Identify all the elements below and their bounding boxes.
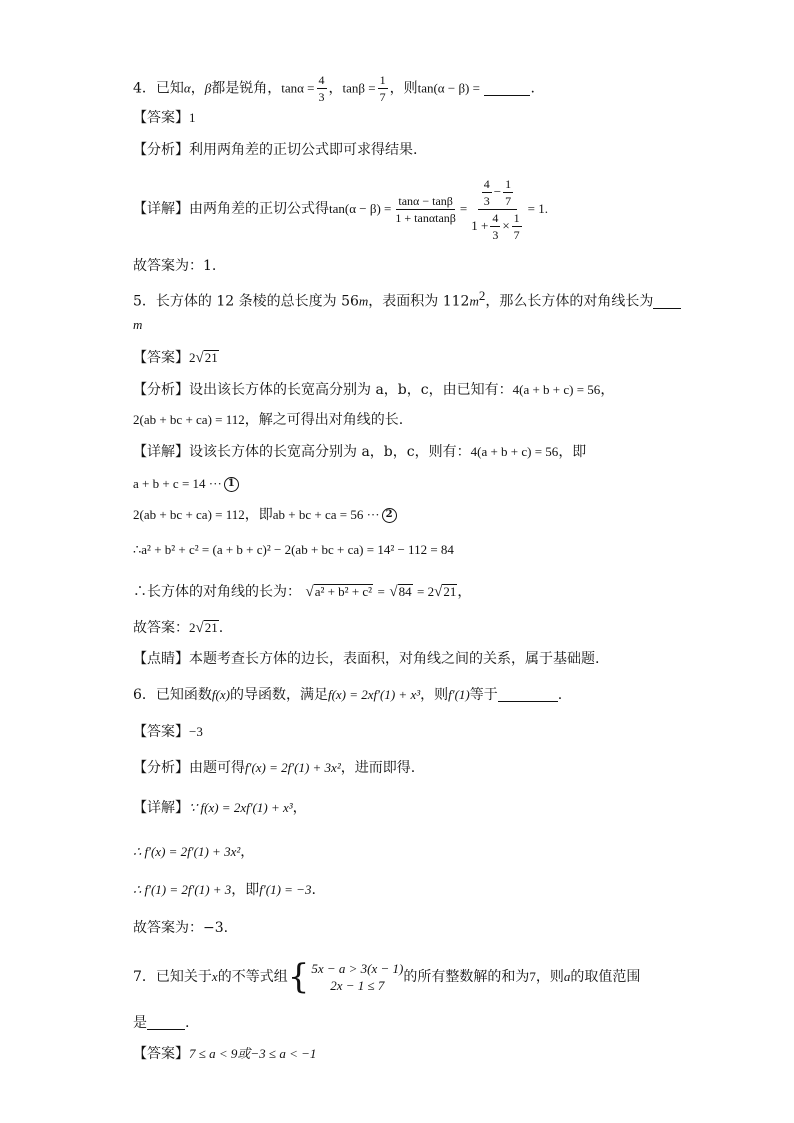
equals: = [377, 584, 385, 599]
denominator: 3 [318, 90, 325, 104]
beta-symbol: β [204, 80, 212, 96]
detail-text: 由两角差的正切公式得 [189, 201, 329, 217]
period: . [557, 687, 563, 703]
numerator: 1 [505, 176, 512, 191]
denominator: 3 [483, 193, 490, 208]
q5-detail-eq2 [133, 474, 239, 494]
comma: ， [457, 584, 472, 600]
q7-text-2: 的不等式组 [217, 969, 288, 985]
sqrt-icon: √ [434, 584, 443, 600]
detail-text-4: ∴长方体的对角线的长为： [133, 584, 301, 600]
analysis-text-2: ，进而即得. [340, 760, 416, 776]
superscript-2: 2 [478, 288, 486, 303]
computed-fraction [469, 176, 525, 243]
inequality-system [287, 957, 404, 997]
answer-label: 【答案】 [133, 110, 189, 126]
radicand-21: 21 [443, 584, 457, 599]
q7-question [133, 957, 640, 997]
q6-text-3: ，则 [420, 687, 449, 703]
q6-text-4: 等于 [469, 687, 498, 703]
denominator: 7 [513, 227, 520, 242]
formula-numerator: tanα − tanβ [398, 193, 453, 208]
answer-blank [498, 687, 558, 702]
q4-text: 4．已知 [133, 80, 184, 97]
comma: ， [328, 80, 343, 97]
frac-4-3 [490, 210, 500, 243]
equals: = [459, 201, 468, 216]
unit-m: m [358, 293, 369, 309]
q5-detail [133, 442, 586, 462]
sqrt-icon: √ [195, 350, 204, 366]
detail-l3: ∴ f′(1) = 2f′(1) + 3 [133, 882, 232, 897]
q7-text-4: ，则 [535, 969, 564, 985]
numerator: 4 [318, 73, 325, 87]
unit-m: m [133, 317, 143, 332]
answer-blank [147, 1015, 185, 1030]
numerator: 1 [379, 73, 386, 87]
q4-text-3: ，则 [389, 80, 418, 97]
analysis-eq1: 4(a + b + c) = 56 [512, 382, 601, 397]
detail-l2: ∴ f′(x) = 2f′(1) + 3x² [133, 844, 241, 859]
detail-label: 【详解】 [133, 800, 189, 816]
analysis-text-2: ，解之可得出对角线的长. [244, 412, 404, 428]
q6-question [133, 685, 562, 705]
q4-text-2: 都是锐角， [211, 80, 282, 97]
q5-final [133, 618, 223, 638]
detail-l3-text: ，即 [231, 882, 260, 898]
minus: − [493, 184, 502, 199]
q7-text-6: 是 [133, 1015, 147, 1031]
comma: ， [190, 80, 205, 97]
answer-value: −3 [189, 724, 203, 739]
analysis-label: 【分析】 [133, 382, 189, 398]
q4-detail [133, 174, 548, 244]
q6-answer [133, 722, 203, 742]
q6-analysis [133, 758, 415, 778]
detail-eq4: ab + bc + ca = 56 ··· [272, 507, 380, 522]
comma: ， [600, 382, 615, 398]
answer-label: 【答案】 [133, 350, 189, 366]
q6-text-2: 的导函数，满足 [229, 687, 328, 703]
detail-l1: ∵ f(x) = 2xf′(1) + x³ [189, 800, 293, 815]
detail-text-2: ，即 [558, 444, 587, 460]
numerator: 1 [513, 210, 520, 225]
q4-question [133, 72, 535, 105]
a-var: a [563, 969, 571, 984]
q5-detail-diagonal [133, 582, 471, 602]
q6-detail-l2 [133, 842, 254, 862]
times: × [502, 218, 510, 233]
denominator: 7 [505, 193, 512, 208]
alpha-symbol: α [183, 80, 191, 96]
one-plus: 1 + [471, 218, 489, 233]
q4-final: 故答案为：1. [133, 258, 217, 274]
equals-2: = 2 [417, 584, 435, 599]
sqrt-icon: √ [389, 584, 398, 600]
analysis-text: 设出该长方体的长宽高分别为 a，b，c，由已知有： [189, 382, 513, 398]
detail-text-3: ，即 [244, 507, 273, 523]
inequality-1: 5x − a > 3(x − 1) [311, 961, 404, 976]
f-prime-1: f′(1) [448, 687, 470, 702]
inequality-2: 2x − 1 ≤ 7 [330, 978, 385, 993]
q7-text-3: 的所有整数解的和为 [403, 969, 530, 985]
answer-label: 【答案】 [133, 1046, 189, 1062]
analysis-text: 由题可得 [189, 760, 245, 776]
q7-question-line2 [133, 1013, 189, 1033]
frac-4-3 [482, 176, 492, 209]
q4-answer [133, 108, 196, 128]
numerator: 4 [492, 210, 499, 225]
detail-eq1: 4(a + b + c) = 56 [470, 444, 559, 459]
q4-analysis [133, 140, 417, 160]
tan-beta: tanβ = [342, 80, 376, 96]
final-coef: 2 [189, 620, 196, 635]
radicand-84: 84 [398, 584, 412, 599]
frac-1-7 [503, 176, 513, 209]
comma: ， [240, 844, 255, 860]
q6-text: 6．已知函数 [133, 687, 212, 703]
q6-detail [133, 798, 307, 818]
detail-eq3: 2(ab + bc + ca) = 112 [133, 507, 245, 522]
analysis-label: 【分析】 [133, 142, 189, 158]
q7-text-5: 的取值范围 [570, 969, 641, 985]
denominator: 7 [379, 90, 386, 104]
comma: ， [292, 800, 307, 816]
period: . [218, 620, 224, 636]
answer-value: 1 [189, 110, 196, 125]
radicand: 21 [204, 350, 218, 365]
q5-question-line2 [133, 315, 142, 335]
detail-text: 设该长方体的长宽高分别为 a，b，c，则有： [189, 444, 471, 460]
frac-1-7 [512, 210, 522, 243]
comment-text: 本题考查长方体的边长，表面积，对角线之间的关系，属于基础题. [189, 651, 600, 667]
q5-detail-eq5 [133, 540, 454, 560]
q5-comment [133, 649, 599, 669]
analysis-eq2: 2(ab + bc + ca) = 112 [133, 412, 245, 427]
q6-detail-l3 [133, 880, 316, 900]
detail-result: = 1. [527, 201, 548, 216]
period: . [530, 80, 535, 97]
analysis-label: 【分析】 [133, 760, 189, 776]
q5-detail-eq3 [133, 505, 397, 525]
sqrt-icon: √ [195, 620, 204, 636]
fraction-1-7 [378, 72, 388, 105]
answer-coef: 2 [189, 350, 196, 365]
circled-2: 2 [382, 508, 397, 523]
fraction-4-3 [317, 72, 327, 105]
q6-equation: f(x) = 2xf′(1) + x³ [327, 687, 421, 702]
fx: f(x) [211, 687, 230, 702]
analysis-text: 利用两角差的正切公式即可求得结果. [189, 142, 418, 158]
q5-text: 5．长方体的 12 条棱的总长度为 56 [133, 293, 359, 310]
answer-blank [653, 294, 681, 309]
analysis-eq: f′(x) = 2f′(1) + 3x² [245, 760, 341, 775]
left-brace-icon: { [287, 957, 310, 997]
sqrt-icon: √ [305, 584, 314, 600]
detail-l3-result: f′(1) = −3 [259, 882, 312, 897]
final-radicand: 21 [204, 620, 218, 635]
computed-numerator [478, 176, 517, 210]
answer-blank [484, 81, 530, 96]
period: . [311, 882, 316, 898]
detail-lhs: tan(α − β) = [329, 201, 392, 216]
circled-1: 1 [224, 477, 239, 492]
answer-label: 【答案】 [133, 724, 189, 740]
final-text: 故答案： [133, 620, 189, 636]
detail-label: 【详解】 [133, 444, 189, 460]
unit-m2: m [469, 293, 479, 309]
tan-alpha: tanα = [281, 80, 315, 96]
inequality-rows [309, 960, 403, 994]
formula-denominator: 1 + tanαtanβ [395, 210, 456, 225]
q5-answer [133, 348, 219, 368]
q5-text-3: ，那么长方体的对角线长为 [485, 293, 654, 310]
computed-denominator [469, 210, 525, 243]
q5-question [133, 286, 681, 312]
q5-analysis [133, 380, 614, 400]
tan-diff-expr: tan(α − β) = [417, 80, 480, 96]
tan-diff-formula [393, 193, 457, 226]
comment-label: 【点睛】 [133, 651, 189, 667]
detail-label: 【详解】 [133, 201, 189, 217]
answer-value: 7 ≤ a < 9或−3 ≤ a < −1 [189, 1046, 317, 1061]
detail-eq2: a + b + c = 14 ··· [133, 476, 222, 491]
q5-analysis-line2 [133, 410, 403, 430]
period: . [185, 1015, 190, 1031]
numerator: 4 [483, 176, 490, 191]
q7-answer [133, 1044, 316, 1064]
denominator: 3 [492, 227, 499, 242]
sum-value: 7 [529, 969, 536, 984]
q6-final: 故答案为：−3. [133, 920, 229, 936]
q5-text-2: ，表面积为 112 [368, 293, 470, 310]
x-var: x [211, 969, 218, 984]
q7-text: 7．已知关于 [133, 969, 212, 985]
detail-eq5: ∴a² + b² + c² = (a + b + c)² − 2(ab + bc + ca) = 14² − 112 = 84 [133, 542, 454, 557]
radicand-abc: a² + b² + c² [314, 584, 373, 599]
